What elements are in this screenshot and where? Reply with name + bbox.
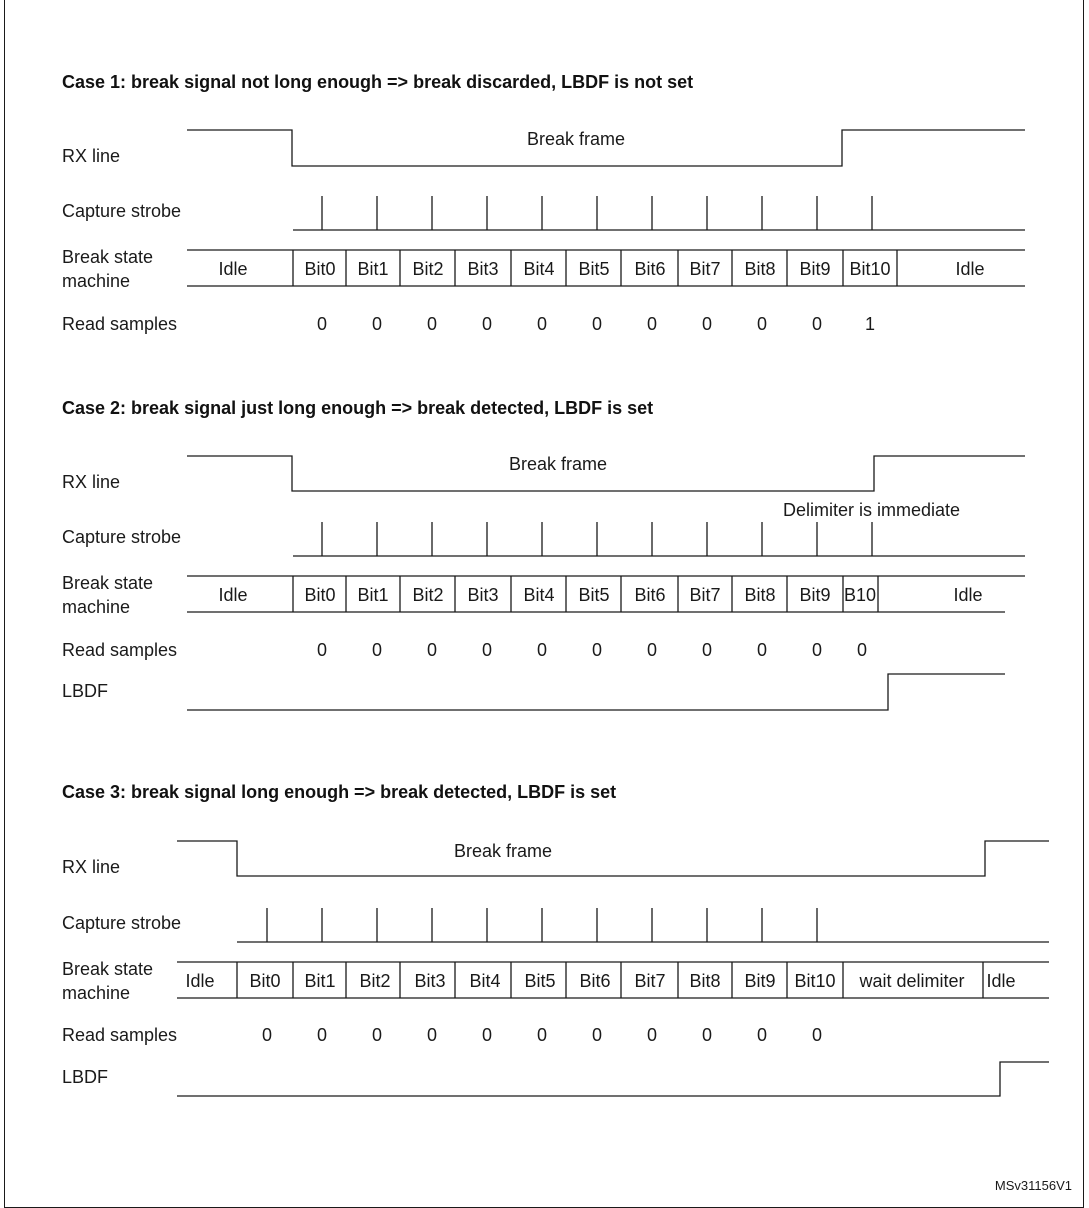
machine-label: machine [62,597,131,617]
state-cell: Idle [953,585,983,605]
state-cell: Idle [218,585,248,605]
figure-id: MSv31156V1 [994,1178,1072,1193]
sample-value: 0 [811,1025,823,1045]
state-cell: Bit9 [799,259,831,279]
sample-value: 0 [646,1025,658,1045]
lbdf-waveform [177,1062,1049,1096]
case-title: Case 1: break signal not long enough => break discarded, LBDF is not set [62,72,694,92]
break-frame-label: Break frame [453,841,553,861]
case-title: Case 2: break signal just long enough => break detected, LBDF is set [62,398,654,418]
sample-value: 0 [426,1025,438,1045]
sample-value: 0 [536,314,548,334]
break-frame-label: Break frame [508,454,608,474]
state-cell: Bit8 [744,259,776,279]
sample-value: 0 [426,314,438,334]
state-cell: wait delimiter [859,971,965,991]
case-title: Case 3: break signal long enough => break detected, LBDF is set [62,782,617,802]
state-cell: Bit5 [524,971,556,991]
sample-value: 0 [261,1025,273,1045]
sample-value: 0 [536,1025,548,1045]
case-2-group [62,398,1025,710]
state-cell: Bit5 [578,259,610,279]
sample-value: 0 [701,640,713,660]
sample-value: 0 [591,1025,603,1045]
state-cell: Bit7 [689,259,721,279]
state-cell: Bit7 [689,585,721,605]
case-1-group [62,72,1025,334]
rx-line-label: RX line [62,146,121,166]
rx-waveform [177,841,1049,876]
state-cell: Bit2 [359,971,391,991]
break-frame-label: Break frame [526,129,626,149]
sample-value: 0 [811,640,823,660]
read-samples-label: Read samples [62,314,178,334]
state-cell: Bit1 [304,971,336,991]
state-cell: Bit6 [579,971,611,991]
sample-value: 1 [864,314,876,334]
state-cell: Bit9 [744,971,776,991]
state-cell: Bit9 [799,585,831,605]
lbdf-label: LBDF [62,681,109,701]
machine-label: machine [62,983,131,1003]
state-cell: Bit0 [249,971,281,991]
sample-value: 0 [371,640,383,660]
sample-value: 0 [756,1025,768,1045]
sample-value: 0 [481,640,493,660]
sample-value: 0 [701,1025,713,1045]
lbdf-waveform [187,674,1005,710]
state-cell: Bit10 [794,971,836,991]
sample-value: 0 [316,1025,328,1045]
state-cell: Bit1 [357,259,389,279]
capture-strobe-label: Capture strobe [62,913,182,933]
state-cell: Bit4 [469,971,501,991]
sample-value: 0 [646,314,658,334]
sample-value: 0 [811,314,823,334]
sample-value: 0 [371,1025,383,1045]
state-cell: Bit8 [744,585,776,605]
state-cell: Bit0 [304,585,336,605]
state-cell: Idle [218,259,248,279]
state-cell: Bit4 [523,259,555,279]
state-cell: Bit5 [578,585,610,605]
machine-label: machine [62,271,131,291]
state-cell: B10 [843,585,877,605]
state-cell: Bit8 [689,971,721,991]
sample-value: 0 [591,640,603,660]
sample-value: 0 [316,640,328,660]
state-cell: Bit3 [467,259,499,279]
sample-value: 0 [316,314,328,334]
break-state-label: Break state [62,247,154,267]
sample-value: 0 [371,314,383,334]
sample-value: 0 [756,314,768,334]
state-cell: Bit2 [412,585,444,605]
sample-value: 0 [646,640,658,660]
state-cell: Bit7 [634,971,666,991]
break-state-label: Break state [62,573,154,593]
read-samples-label: Read samples [62,1025,178,1045]
state-cell: Idle [955,259,985,279]
state-cell: Idle [986,971,1016,991]
sample-value: 0 [426,640,438,660]
rx-line-label: RX line [62,857,121,877]
capture-strobe-label: Capture strobe [62,527,182,547]
state-cell: Bit2 [412,259,444,279]
sample-value: 0 [856,640,868,660]
rx-line-label: RX line [62,472,121,492]
state-cell: Bit6 [634,585,666,605]
state-cell: Bit1 [357,585,389,605]
lbdf-label: LBDF [62,1067,109,1087]
state-cell: Idle [185,971,215,991]
state-cell: Bit10 [849,259,891,279]
state-cell: Bit0 [304,259,336,279]
delimiter-annotation: Delimiter is immediate [783,500,961,520]
state-cell: Bit4 [523,585,555,605]
sample-value: 0 [481,314,493,334]
state-cell: Bit6 [634,259,666,279]
sample-value: 0 [536,640,548,660]
break-state-label: Break state [62,959,154,979]
state-cell: Bit3 [414,971,446,991]
read-samples-label: Read samples [62,640,178,660]
case-3-group [62,782,1049,1096]
state-cell: Bit3 [467,585,499,605]
sample-value: 0 [701,314,713,334]
sample-value: 0 [481,1025,493,1045]
capture-strobe-label: Capture strobe [62,201,182,221]
sample-value: 0 [591,314,603,334]
sample-value: 0 [756,640,768,660]
